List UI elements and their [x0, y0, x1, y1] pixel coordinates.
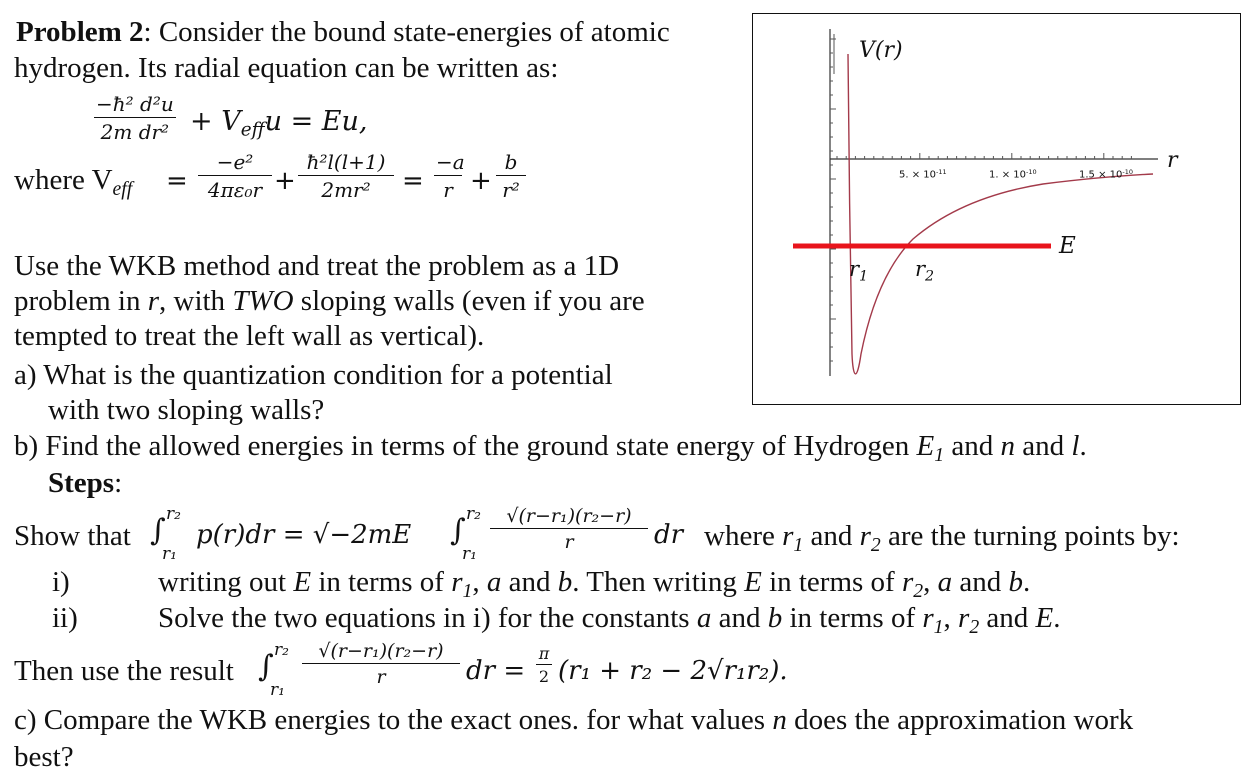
step-i-label: i) [52, 566, 70, 598]
step-ii-text [158, 604, 1061, 638]
veff-f3-num: −a [436, 150, 465, 174]
show-and: and [803, 520, 860, 552]
si-b2: b [1008, 566, 1023, 598]
show-num: √(r−r₁)(r₂−r) [490, 505, 648, 529]
show-den: r [564, 531, 574, 553]
sii-av: a [696, 602, 712, 634]
problem-title: Problem 2 [16, 16, 144, 48]
body-line-1: Use the WKB method and treat the problem as a 1D [14, 250, 620, 282]
x-axis-label: r [1167, 148, 1178, 173]
part-c-line-2: best? [14, 741, 74, 773]
radial-denominator: 2m dr² [100, 120, 170, 144]
veff-f1-den: 4πε₀r [207, 178, 263, 202]
veff-f2-den: 2mr² [321, 178, 371, 202]
radial-rest-2: u = Eu, [264, 106, 368, 137]
r2-label [915, 259, 934, 284]
sii-f: . [1053, 602, 1061, 634]
result-den: r [376, 666, 386, 688]
show-fraction [490, 505, 648, 553]
part-a-line-1: a) What is the quantization condition for a potential [14, 359, 613, 391]
part-b-E: E [916, 430, 935, 462]
part-b-E-sub: 1 [934, 443, 945, 466]
show-where-text: where [704, 520, 783, 552]
part-c-1a: c) Compare the WKB energies to the exact ones. for what values [14, 704, 773, 736]
show-limit-up-2: r₂ [466, 504, 481, 524]
veff-frac-4 [496, 150, 526, 202]
show-r1-sub: 1 [793, 533, 804, 556]
tick-label-2 [989, 169, 1037, 181]
si-a: writing out [158, 566, 294, 598]
veff-f2-num: ħ²l(l+1) [298, 150, 394, 176]
intro-line-1: : Consider the bound state-energies of atomic [143, 16, 670, 48]
si-r2: r [901, 566, 914, 598]
x-ticks [837, 153, 1131, 159]
veff-where-text: where V [14, 164, 113, 196]
show-rest: are the turning points by: [880, 520, 1180, 552]
result-pi-num: π [536, 644, 552, 665]
result-pi-den: 2 [538, 667, 550, 686]
step-i-text [158, 568, 1030, 602]
y-ticks [830, 39, 836, 361]
steps-colon: : [114, 467, 123, 499]
result-rest: (r₁ + r₂ − 2√r₁r₂). [558, 656, 788, 686]
result-limit-up: r₂ [274, 640, 289, 660]
step-ii-label: ii) [52, 602, 78, 634]
result-dr: dr = [466, 656, 526, 686]
part-b-a: b) Find the allowed energies in terms of the ground state energy of Hydrogen [14, 430, 917, 462]
r1-text: r [849, 257, 860, 281]
result-limit-lo: r₁ [270, 680, 285, 700]
show-where [704, 522, 1180, 556]
show-that-label: Show that [14, 520, 131, 552]
sii-a: Solve the two equations in i) for the constants [158, 602, 697, 634]
show-limit-lo-1: r₁ [162, 544, 177, 564]
energy-label: E [1059, 233, 1076, 259]
sii-bv: b [767, 602, 783, 634]
tick-2-exp: -10 [1026, 168, 1037, 176]
sii-E: E [1035, 602, 1054, 634]
sii-r2: r [958, 602, 970, 634]
si-d: and [501, 566, 558, 598]
potential-figure [752, 13, 1241, 405]
show-limit-lo-2: r₁ [462, 544, 477, 564]
body-2a: problem in [14, 285, 148, 317]
si-a1: a [486, 566, 502, 598]
part-c-n: n [772, 704, 787, 736]
steps-bold: Steps [48, 467, 115, 499]
si-c: , [472, 566, 487, 598]
body-line-2 [14, 287, 645, 316]
radial-fraction [94, 92, 176, 144]
show-r1: r [782, 520, 794, 552]
show-r2: r [859, 520, 871, 552]
show-expression-1: p(r)dr = √−2mE [196, 520, 412, 550]
show-integral-1: ∫ [150, 513, 166, 548]
part-b-n: n [1000, 430, 1015, 462]
veff-f1-num: −e² [198, 150, 272, 176]
y-axis-label: V(r) [859, 38, 903, 63]
part-b-c: and [1015, 430, 1072, 462]
intro-line-2: hydrogen. Its radial equation can be written as: [14, 52, 559, 84]
potential-curve [848, 54, 1153, 374]
veff-eq-1: = [166, 166, 188, 196]
part-c-1b: does the approximation work [786, 704, 1134, 736]
sii-b: and [711, 602, 768, 634]
show-r2-sub: 2 [870, 533, 881, 556]
show-limit-up-1: r₂ [166, 504, 181, 524]
show-integral-2: ∫ [450, 513, 466, 548]
r1-sub: 1 [859, 268, 869, 285]
result-pi-fraction [536, 644, 552, 686]
result-num: √(r−r₁)(r₂−r) [302, 640, 460, 664]
veff-frac-3 [434, 150, 465, 202]
part-a-line-2: with two sloping walls? [48, 394, 325, 426]
si-g: , [923, 566, 938, 598]
sii-e: and [979, 602, 1036, 634]
radial-numerator: −ħ² d²u [96, 92, 174, 116]
part-b [14, 432, 1087, 466]
body-2c: sloping walls (even if you are [293, 285, 645, 317]
body-2b: , with [159, 285, 233, 317]
si-i: . [1023, 566, 1031, 598]
sii-r1-sub: 1 [933, 615, 944, 638]
potential-plot [753, 14, 1242, 406]
si-f: in terms of [761, 566, 902, 598]
tick-3-exp: -10 [1122, 168, 1133, 176]
tick-3-mant: 1.5 × 10 [1079, 169, 1123, 181]
veff-frac-2 [298, 150, 394, 202]
si-a2: a [937, 566, 953, 598]
sii-d: , [943, 602, 959, 634]
then-use-label: Then use the result [14, 655, 234, 687]
veff-f4-den: r² [502, 178, 520, 202]
r2-sub: 2 [925, 268, 935, 285]
part-b-b: and [944, 430, 1001, 462]
tick-2-mant: 1. × 10 [989, 169, 1027, 181]
veff-where [14, 166, 132, 200]
si-r2-sub: 2 [913, 579, 924, 602]
si-r1: r [451, 566, 463, 598]
part-c-line-1 [14, 706, 1133, 735]
body-2two: TWO [232, 285, 294, 317]
r1-label [849, 259, 868, 284]
veff-f3-den: r [443, 178, 453, 202]
si-r1-sub: 1 [462, 579, 473, 602]
part-b-l: l [1071, 430, 1080, 462]
tick-1-exp: -11 [936, 168, 947, 176]
veff-plus-1: + [274, 166, 296, 196]
si-e: . Then writing [572, 566, 745, 598]
si-b: in terms of [311, 566, 452, 598]
steps-heading [48, 469, 122, 498]
radial-rest-v: + V [190, 106, 241, 137]
part-b-d: . [1079, 430, 1087, 462]
radial-rest [190, 108, 367, 140]
sii-r2-sub: 2 [969, 615, 980, 638]
show-dr: dr [654, 520, 684, 550]
sii-r1: r [922, 602, 934, 634]
r2-text: r [915, 257, 926, 281]
result-fraction [302, 640, 460, 688]
veff-plus-2: + [470, 166, 492, 196]
radial-rest-sub: eff [240, 119, 265, 141]
si-h: and [952, 566, 1009, 598]
veff-frac-1 [198, 150, 272, 202]
si-E1: E [293, 566, 312, 598]
si-E2: E [744, 566, 762, 598]
problem-heading [16, 18, 670, 47]
result-integral: ∫ [258, 649, 274, 684]
tick-1-mant: 5. × 10 [899, 169, 937, 181]
veff-eq-2: = [402, 166, 424, 196]
si-b1: b [557, 566, 573, 598]
tick-label-3 [1079, 169, 1133, 181]
veff-where-sub: eff [112, 177, 133, 200]
veff-f4-num: b [496, 150, 526, 176]
sii-c: in terms of [782, 602, 923, 634]
body-line-3: tempted to treat the left wall as vertical). [14, 320, 485, 352]
tick-label-1 [899, 169, 947, 181]
body-2r: r [147, 285, 159, 317]
